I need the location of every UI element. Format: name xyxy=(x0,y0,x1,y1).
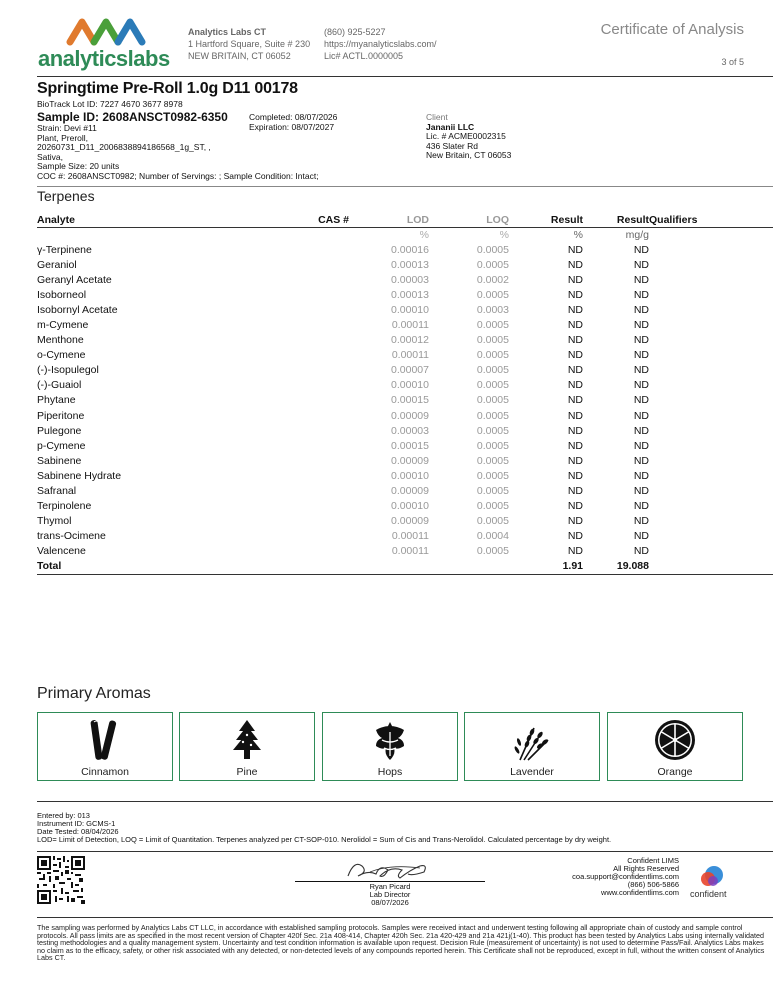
cell-lod: 0.00007 xyxy=(391,364,429,377)
table-row xyxy=(37,303,773,318)
aroma-label: Pine xyxy=(236,766,258,778)
units-row xyxy=(37,227,773,243)
cell-lod: 0.00013 xyxy=(391,258,429,271)
cell-result-pct: ND xyxy=(567,409,583,422)
cell-loq: 0.0005 xyxy=(476,364,509,377)
col-loq: LOQ xyxy=(486,213,509,226)
cell-qualifiers xyxy=(649,273,773,288)
cell-result-pct: ND xyxy=(567,379,583,392)
product-type: Plant, Preroll, xyxy=(37,132,89,143)
cell-lod: 0.00015 xyxy=(391,439,429,452)
total-row xyxy=(37,559,773,575)
cell-qualifiers xyxy=(649,439,773,454)
cell-result-pct: ND xyxy=(567,515,583,528)
cell-result-pct: ND xyxy=(567,273,583,286)
cell-analyte: Piperitone xyxy=(37,409,85,422)
cell-qualifiers xyxy=(649,333,773,348)
table-row xyxy=(37,439,773,454)
logo-text: analyticslabs xyxy=(38,46,170,71)
cell-result-pct: ND xyxy=(567,485,583,498)
table-row xyxy=(37,499,773,514)
footer-divider-bottom xyxy=(37,917,773,918)
cell-cas xyxy=(267,303,349,318)
cell-qualifiers xyxy=(649,514,773,529)
cell-result-mg: ND xyxy=(633,334,649,347)
cell-loq: 0.0005 xyxy=(476,258,509,271)
confident-logo xyxy=(690,864,734,904)
total-result-pct: 1.91 xyxy=(509,559,583,575)
cell-qualifiers xyxy=(649,348,773,363)
lab-contact xyxy=(324,26,437,62)
total-label: Total xyxy=(37,559,267,575)
cell-cas xyxy=(267,288,349,303)
footer-divider-top xyxy=(37,801,773,802)
confident-logo-text: confident xyxy=(690,889,727,899)
unit-lod: % xyxy=(419,228,429,241)
col-result-mg: Result xyxy=(616,213,649,226)
cell-result-mg: ND xyxy=(633,424,649,437)
cell-lod: 0.00011 xyxy=(391,545,429,558)
cell-result-pct: ND xyxy=(567,469,583,482)
cell-lod: 0.00009 xyxy=(391,485,429,498)
cell-cas xyxy=(267,318,349,333)
cell-lod: 0.00012 xyxy=(391,334,429,347)
orange-slice-icon xyxy=(608,717,742,763)
lims-rights: All Rights Reserved xyxy=(613,864,679,873)
cell-lod: 0.00010 xyxy=(391,379,429,392)
cell-result-mg: ND xyxy=(633,364,649,377)
cell-cas xyxy=(267,499,349,514)
cell-qualifiers xyxy=(649,393,773,408)
cell-analyte: p-Cymene xyxy=(37,439,86,452)
client-block xyxy=(426,113,511,161)
cell-analyte: Geranyl Acetate xyxy=(37,273,112,286)
cell-loq: 0.0005 xyxy=(476,409,509,422)
signer-date: 08/07/2026 xyxy=(371,898,409,907)
client-name: Jananii LLC xyxy=(426,121,475,132)
cell-analyte: trans-Ocimene xyxy=(37,530,106,543)
cell-loq: 0.0005 xyxy=(476,319,509,332)
cell-result-mg: ND xyxy=(633,303,649,316)
aroma-card-orange xyxy=(607,712,743,781)
cell-analyte: Sabinene Hydrate xyxy=(37,469,122,482)
cell-result-mg: ND xyxy=(633,469,649,482)
aroma-card-pine xyxy=(179,712,315,781)
aroma-label: Lavender xyxy=(510,766,554,778)
cell-result-mg: ND xyxy=(633,243,649,256)
cell-lod: 0.00011 xyxy=(391,530,429,543)
cell-cas xyxy=(267,514,349,529)
cell-loq: 0.0005 xyxy=(476,379,509,392)
hops-icon xyxy=(323,717,457,763)
cell-result-pct: ND xyxy=(567,334,583,347)
cell-loq: 0.0005 xyxy=(476,500,509,513)
cell-lod: 0.00013 xyxy=(391,288,429,301)
lab-phone: (860) 925-5227 xyxy=(324,27,386,37)
logo-mark-icon xyxy=(66,16,166,48)
cell-cas xyxy=(267,484,349,499)
cell-loq: 0.0005 xyxy=(476,394,509,407)
client-city: New Britain, CT 06053 xyxy=(426,150,512,160)
cell-result-mg: ND xyxy=(633,349,649,362)
cell-qualifiers xyxy=(649,454,773,469)
cell-analyte: Isoborneol xyxy=(37,288,87,301)
unit-result-mg: mg/g xyxy=(625,228,649,241)
cell-result-pct: ND xyxy=(567,319,583,332)
cell-cas xyxy=(267,424,349,439)
cell-cas xyxy=(267,273,349,288)
table-row xyxy=(37,333,773,348)
cell-result-pct: ND xyxy=(567,364,583,377)
cell-cas xyxy=(267,258,349,273)
aroma-label: Hops xyxy=(377,766,403,778)
cell-lod: 0.00003 xyxy=(391,273,429,286)
col-analyte: Analyte xyxy=(37,213,75,226)
cell-cas xyxy=(267,559,349,575)
cell-cas xyxy=(267,439,349,454)
cell-cas xyxy=(267,454,349,469)
cell-result-pct: ND xyxy=(567,349,583,362)
qr-code-icon[interactable] xyxy=(37,856,85,904)
expiration-date: Expiration: 08/07/2027 xyxy=(249,121,335,132)
test-info xyxy=(37,812,611,844)
completed-date: Completed: 08/07/2026 xyxy=(249,112,338,122)
cell-analyte: Isobornyl Acetate xyxy=(37,303,118,316)
cell-lod: 0.00010 xyxy=(391,303,429,316)
aroma-card-lavender xyxy=(464,712,600,781)
cell-qualifiers xyxy=(649,243,773,258)
cell-lod: 0.00010 xyxy=(391,500,429,513)
cell-result-mg: ND xyxy=(633,288,649,301)
cell-loq: 0.0005 xyxy=(476,485,509,498)
definitions: LOD= Limit of Detection, LOQ = Limit of Quantitation. Terpenes analyzed per CT-SOP-010. Nerolidol = Sum of Cis and Trans-Nerolidol. Calculated percentage by dry weight. xyxy=(37,835,612,844)
aroma-label: Orange xyxy=(657,766,693,778)
table-header-row xyxy=(37,213,773,227)
cell-lod: 0.00009 xyxy=(391,454,429,467)
cell-qualifiers xyxy=(649,409,773,424)
table-row xyxy=(37,544,773,559)
cell-analyte: Sabinene xyxy=(37,454,82,467)
cell-lod: 0.00003 xyxy=(391,424,429,437)
info-divider xyxy=(37,186,773,187)
cell-qualifiers xyxy=(649,469,773,484)
cell-qualifiers xyxy=(649,363,773,378)
cell-cas xyxy=(267,544,349,559)
client-street: 436 Slater Rd xyxy=(426,140,478,151)
cell-loq: 0.0005 xyxy=(476,515,509,528)
cell-analyte: Geraniol xyxy=(37,258,77,271)
lims-email[interactable]: coa.support@confidentlims.com xyxy=(572,872,679,881)
cell-result-pct: ND xyxy=(567,454,583,467)
lab-license: Lic# ACTL.0000005 xyxy=(324,51,404,61)
aromas-section-title: Primary Aromas xyxy=(37,685,151,702)
cell-qualifiers xyxy=(649,288,773,303)
cell-loq: 0.0005 xyxy=(476,243,509,256)
table-row xyxy=(37,318,773,333)
cell-lod: 0.00009 xyxy=(391,409,429,422)
cell-result-mg: ND xyxy=(633,485,649,498)
cell-loq: 0.0005 xyxy=(476,349,509,362)
unit-result-pct: % xyxy=(573,228,583,241)
cell-result-pct: ND xyxy=(567,394,583,407)
table-row xyxy=(37,258,773,273)
cell-result-pct: ND xyxy=(567,500,583,513)
biotrack-id: BioTrack Lot ID: 7227 4670 3677 8978 xyxy=(37,99,183,109)
cell-result-pct: ND xyxy=(567,545,583,558)
lims-name: Confident LIMS xyxy=(627,856,679,865)
cell-result-mg: ND xyxy=(633,273,649,286)
total-result-mg: 19.088 xyxy=(583,559,649,575)
table-row xyxy=(37,454,773,469)
cell-result-mg: ND xyxy=(633,409,649,422)
entered-by: Entered by: 013 xyxy=(37,811,90,820)
product-title: Springtime Pre-Roll 1.0g D11 00178 xyxy=(37,80,298,97)
lavender-icon xyxy=(465,717,599,763)
cell-qualifiers xyxy=(649,484,773,499)
cell-result-mg: ND xyxy=(633,454,649,467)
cell-lod: 0.00009 xyxy=(391,515,429,528)
cell-result-mg: ND xyxy=(633,319,649,332)
cell-loq: 0.0005 xyxy=(476,545,509,558)
instrument-id: Instrument ID: GCMS-1 xyxy=(37,819,116,828)
sample-id: Sample ID: 2608ANSCT0982-6350 xyxy=(37,110,228,124)
col-lod: LOD xyxy=(406,213,429,226)
lab-website[interactable]: https://myanalyticslabs.com/ xyxy=(324,39,437,49)
table-row xyxy=(37,393,773,408)
cell-loq: 0.0002 xyxy=(476,273,509,286)
pine-tree-icon xyxy=(180,717,314,763)
cell-loq: 0.0005 xyxy=(476,288,509,301)
cell-cas xyxy=(267,529,349,544)
cell-lod xyxy=(349,559,429,575)
table-row xyxy=(37,288,773,303)
client-license: Lic. # ACME0002315 xyxy=(426,131,506,141)
cell-result-pct: ND xyxy=(567,258,583,271)
cell-loq: 0.0005 xyxy=(476,469,509,482)
cell-lod: 0.00010 xyxy=(391,469,429,482)
cell-cas xyxy=(267,378,349,393)
cell-qualifiers xyxy=(649,424,773,439)
cell-result-mg: ND xyxy=(633,500,649,513)
cell-loq: 0.0005 xyxy=(476,424,509,437)
cell-cas xyxy=(267,409,349,424)
cell-lod: 0.00011 xyxy=(391,349,429,362)
signer-block xyxy=(340,883,440,907)
cell-cas xyxy=(267,363,349,378)
signature-icon xyxy=(340,854,450,884)
cell-result-mg: ND xyxy=(633,545,649,558)
cell-analyte: m-Cymene xyxy=(37,319,89,332)
cell-qualifiers xyxy=(649,499,773,514)
header-divider xyxy=(37,76,773,77)
cell-analyte: Safranal xyxy=(37,485,77,498)
signer-title: Lab Director xyxy=(369,890,411,899)
product-details xyxy=(37,124,319,181)
cell-loq: 0.0003 xyxy=(476,303,509,316)
terpenes-section-title: Terpenes xyxy=(37,188,95,204)
cell-result-mg: ND xyxy=(633,515,649,528)
page-number: 3 of 5 xyxy=(721,57,744,67)
table-row xyxy=(37,273,773,288)
cell-analyte: Menthone xyxy=(37,334,84,347)
cell-analyte: γ-Terpinene xyxy=(37,243,92,256)
lab-address-1: 1 Hartford Square, Suite # 230 xyxy=(188,39,311,49)
table-row xyxy=(37,514,773,529)
cell-analyte: Pulegone xyxy=(37,424,82,437)
strain: Strain: Devi #11 xyxy=(37,123,97,133)
cinnamon-icon xyxy=(38,717,172,763)
table-row xyxy=(37,484,773,499)
table-row xyxy=(37,348,773,363)
cell-loq: 0.0005 xyxy=(476,454,509,467)
cell-analyte: Valencene xyxy=(37,545,86,558)
lims-info xyxy=(572,857,679,897)
cell-loq: 0.0004 xyxy=(476,530,509,543)
table-row xyxy=(37,469,773,484)
cell-result-pct: ND xyxy=(567,243,583,256)
cell-result-pct: ND xyxy=(567,530,583,543)
table-row xyxy=(37,243,773,258)
cell-qualifiers xyxy=(649,378,773,393)
cell-result-mg: ND xyxy=(633,258,649,271)
cell-loq: 0.0005 xyxy=(476,439,509,452)
document-title: Certificate of Analysis xyxy=(600,21,744,38)
cell-qualifiers xyxy=(649,544,773,559)
cell-analyte: (-)-Guaiol xyxy=(37,379,82,392)
disclaimer: The sampling was performed by Analytics Labs CT LLC, in accordance with established sampling protocols. Samples were received intact and underwent testing following all appropriate chain of custody and sample control protocols. All pass limits are as specified in the most recent version of Chapter 420f Sec. 21a 408-414, Chapter 420h Sec. 21a 420-429 and 21a 421j(1-40). This product has been tested by Analytics Labs using internally validated testing methodologies and a quality management system. Uncertainty and test condition information is available upon request. Decision Rule (measurement of uncertainty) is not used to determine Pass/Fail. Analytics Labs makes no claim as to the efficacy, safety, or other risk associated with any detected, or non-detected levels of any compounds reported herein. This Certificate shall not be reproduced, except in full, without the written consent of Analytics Labs CT. xyxy=(37,923,765,963)
unit-loq: % xyxy=(499,228,509,241)
date-tested: Date Tested: 08/04/2026 xyxy=(37,827,119,836)
cell-lod: 0.00016 xyxy=(391,243,429,256)
signer-name: Ryan Picard xyxy=(369,882,411,891)
terpenes-table xyxy=(37,213,773,575)
category: Sativa, xyxy=(37,151,63,162)
aroma-card-hops xyxy=(322,712,458,781)
cell-lod: 0.00011 xyxy=(391,319,429,332)
cell-cas xyxy=(267,333,349,348)
cell-result-pct: ND xyxy=(567,424,583,437)
client-label: Client xyxy=(426,112,448,122)
cell-result-pct: ND xyxy=(567,439,583,452)
lims-phone: (866) 506-5866 xyxy=(627,880,679,889)
cell-cas xyxy=(267,348,349,363)
confident-logo-icon xyxy=(699,864,725,890)
lab-name: Analytics Labs CT xyxy=(188,27,267,37)
lims-website[interactable]: www.confidentlims.com xyxy=(601,888,679,897)
aroma-card-cinnamon xyxy=(37,712,173,781)
table-row xyxy=(37,409,773,424)
coc-info: COC #: 2608ANSCT0982; Number of Servings: ; Sample Condition: Intact; xyxy=(37,170,319,181)
cell-analyte: o-Cymene xyxy=(37,349,86,362)
cell-qualifiers xyxy=(649,258,773,273)
cell-result-mg: ND xyxy=(633,394,649,407)
cell-analyte: Terpinolene xyxy=(37,500,92,513)
cell-result-mg: ND xyxy=(633,379,649,392)
footer-divider-mid xyxy=(37,851,773,852)
lab-address-2: NEW BRITAIN, CT 06052 xyxy=(188,51,291,61)
table-row xyxy=(37,529,773,544)
cell-result-pct: ND xyxy=(567,303,583,316)
cell-qualifiers xyxy=(649,559,773,575)
aroma-label: Cinnamon xyxy=(81,766,129,778)
lab-logo xyxy=(38,16,178,70)
cell-result-pct: ND xyxy=(567,288,583,301)
cell-lod: 0.00015 xyxy=(391,394,429,407)
cell-result-mg: ND xyxy=(633,439,649,452)
sample-size: Sample Size: 20 units xyxy=(37,161,120,171)
col-cas: CAS # xyxy=(318,213,349,226)
cell-cas xyxy=(267,393,349,408)
dates xyxy=(249,113,337,132)
cell-qualifiers xyxy=(649,303,773,318)
table-row xyxy=(37,363,773,378)
lab-info xyxy=(188,26,310,62)
lot-number: 20260731_D11_2006838894186568_1g_ST, , xyxy=(37,142,211,152)
cell-loq: 0.0005 xyxy=(476,334,509,347)
cell-analyte: Thymol xyxy=(37,515,72,528)
col-qualifiers: Qualifiers xyxy=(649,213,698,226)
cell-analyte: (-)-Isopulegol xyxy=(37,364,99,377)
cell-result-mg: ND xyxy=(633,530,649,543)
col-result-pct: Result xyxy=(550,213,583,226)
table-row xyxy=(37,378,773,393)
table-row xyxy=(37,424,773,439)
cell-loq xyxy=(429,559,509,575)
cell-qualifiers xyxy=(649,529,773,544)
cell-cas xyxy=(267,243,349,258)
cell-analyte: Phytane xyxy=(37,394,76,407)
cell-cas xyxy=(267,469,349,484)
cell-qualifiers xyxy=(649,318,773,333)
